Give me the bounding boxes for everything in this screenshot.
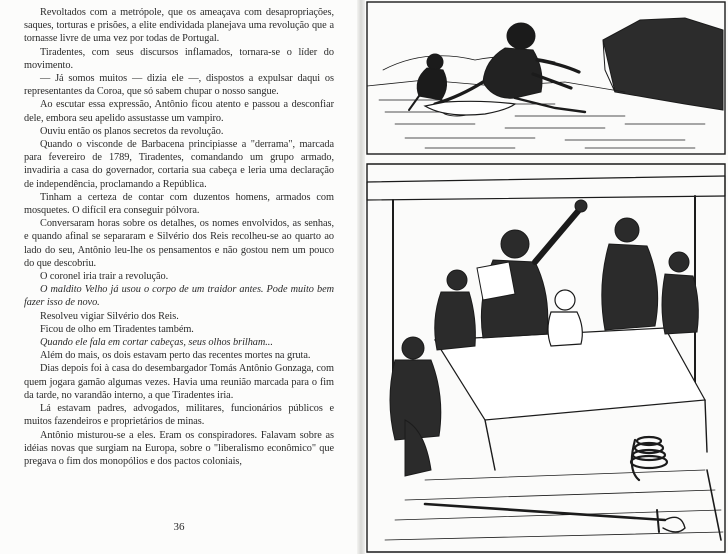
paragraph: Antônio misturou-se a eles. Eram os conspiradores. Falavam sobre as idéias novas que surgiam na Europa, sobre o "liberalismo econômico" que pregava o fim dos monopólios e dos pactos coloniais, — [24, 429, 334, 467]
paragraph: Quando ele fala em cortar cabeças, seus olhos brilham... — [40, 337, 273, 349]
illustration-bottom-meeting — [367, 164, 725, 552]
paragraph: Tiradentes, com seus discursos inflamados, tornara-se o líder do movimento. — [24, 46, 334, 71]
paragraph: O maldito Velho já usou o corpo de um traidor antes. Pode muito bem fazer isso de novo. — [24, 284, 334, 309]
paragraph: Tinham a certeza de contar com duzentos homens, armados com mosquetes. O difícil era conseguir pólvora. — [24, 191, 334, 217]
book-gutter — [357, 0, 365, 554]
illustration — [365, 0, 728, 554]
paragraph: Conversaram horas sobre os detalhes, os nomes envolvidos, as senhas, e quando afinal se separaram e Silvério dos Reis recolheu-se ao quarto ao lado do seu, Antônio leu-lhe os pensamentos e não gostou nem um pouco do que descobriu. — [24, 218, 334, 269]
paragraph: O coronel iria trair a revolução. — [40, 271, 169, 283]
illustration-top-miners — [367, 2, 725, 154]
paragraph: — Já somos muitos — dizia ele —, dispostos a expulsar daqui os representantes da Coroa, que só sabem chupar o nosso sangue. — [24, 73, 334, 98]
paragraph: Quando o visconde de Barbacena principiasse a "derrama", marcada para fevereiro de 1789, Tiradentes, comandando um grupo armado, invadiria a casa do governador, cortaria sua cabeça e leria uma declaração de independência, proclamando a República. — [24, 139, 334, 190]
right-page — [365, 0, 728, 554]
left-page — [0, 0, 358, 554]
page-number: 36 — [173, 521, 185, 533]
paragraph: Dias depois foi à casa do desembargador Tomás Antônio Gonzaga, com quem jogara gamão algumas vezes. Havia uma reunião marcada para o fim da tarde, no varandão interno, a que Tiradentes iria. — [24, 363, 334, 401]
paragraph: Lá estavam padres, advogados, militares, funcionários públicos e muitos fazendeiros e proprietários de minas. — [24, 403, 334, 428]
paragraph: Além do mais, os dois estavam perto das recentes mortes na gruta. — [40, 350, 311, 362]
paragraph: Ao escutar essa expressão, Antônio ficou atento e passou a desconfiar dele, embora seu apelido assustasse um vampiro. — [24, 99, 334, 124]
paragraph: Resolveu vigiar Silvério dos Reis. — [40, 310, 179, 322]
paragraph: Ficou de olho em Tiradentes também. — [40, 323, 194, 335]
body-text — [24, 6, 334, 468]
paragraph: Revoltados com a metrópole, que os ameaçava com desapropriações, saques, torturas e prisões, a elite endividada planejava uma revolução que a tornasse livre de uma vez por todas de Portugal. — [24, 7, 334, 45]
paragraph: Ouviu então os planos secretos da revolução. — [40, 125, 224, 137]
